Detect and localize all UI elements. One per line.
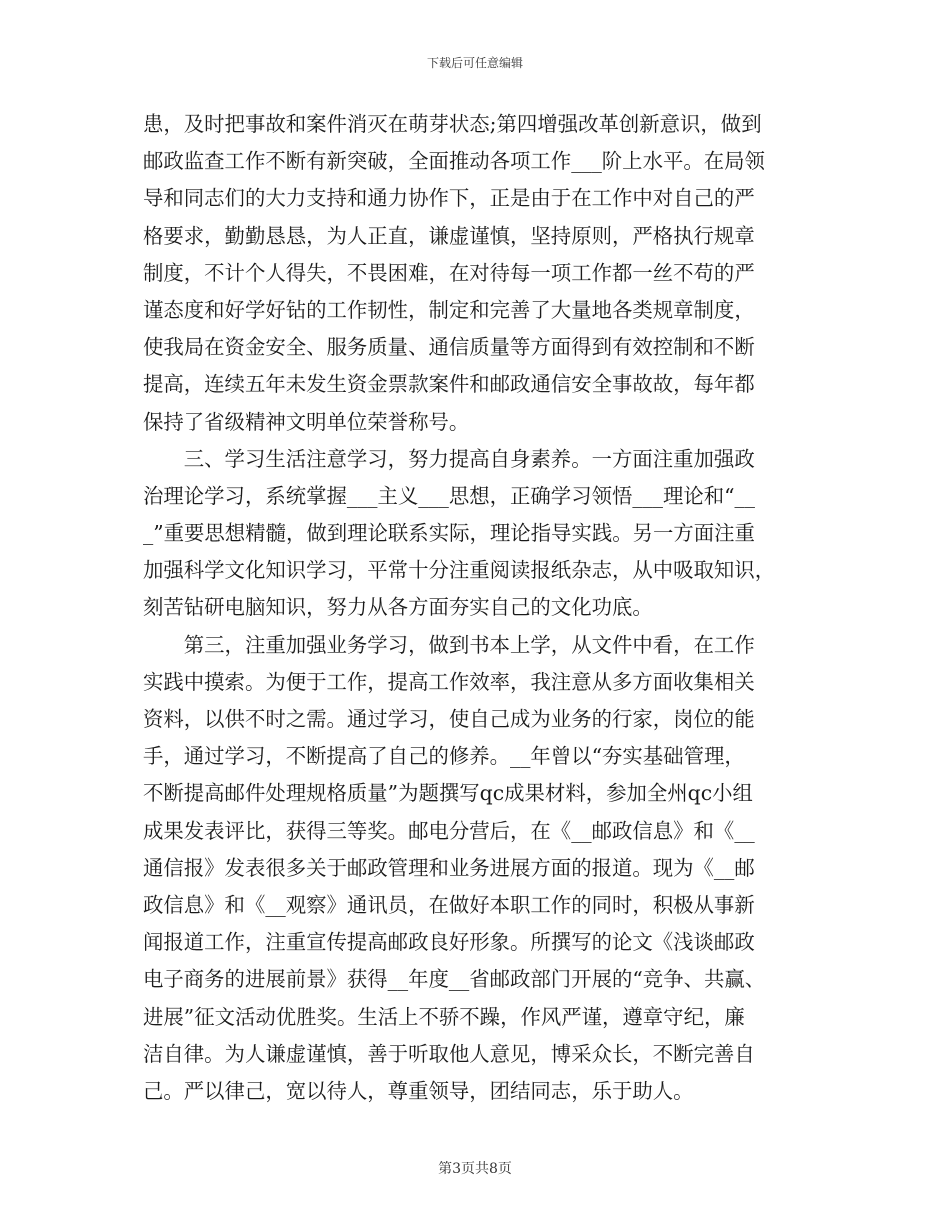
text-line: 不断提高邮件处理规格质量”为题撰写qc成果材料，参加全州qc小组 [143, 781, 753, 806]
text-line: 通信报》发表很多关于邮政管理和业务进展方面的报道。现为《__邮 [143, 855, 755, 880]
text-line: 己。严以律己，宽以待人，尊重领导，团结同志，乐于助人。 [143, 1078, 694, 1103]
page-number: 第3页共8页 [438, 1161, 512, 1177]
text-line: 邮政监查工作不断有新突破，全面推动各项工作___阶上水平。在局领 [143, 149, 765, 174]
text-line: 洁自律。为人谦虚谨慎，善于听取他人意见，博采众长，不断完善自 [143, 1041, 755, 1066]
text-line: 治理论学习，系统掌握___主义___思想，正确学习领悟___理论和“__ [143, 483, 755, 508]
text-line: 政信息》和《__观察》通讯员，在做好本职工作的同时，积极从事新 [143, 892, 755, 917]
text-line: 加强科学文化知识学习，平常十分注重阅读报纸杂志，从中吸取知识， [143, 558, 776, 583]
text-line: 提高，连续五年未发生资金票款案件和邮政通信安全事故故，每年都 [143, 372, 755, 397]
paragraph-2 [143, 441, 813, 627]
text-line: 成果发表评比，获得三等奖。邮电分营后，在《__邮政信息》和《__ [143, 818, 755, 843]
text-line: 制度，不计个人得失，不畏困难，在对待每一项工作都一丝不苟的严 [143, 260, 755, 285]
text-line: 患，及时把事故和案件消灭在萌芽状态;第四增强改革创新意识，做到 [143, 112, 762, 136]
text-line: 资料，以供不时之需。通过学习，使自己成为业务的行家，岗位的能 [143, 707, 755, 731]
text-line: 导和同志们的大力支持和通力协作下，正是由于在工作中对自己的严 [143, 186, 755, 211]
text-line: 使我局在资金安全、服务质量、通信质量等方面得到有效控制和不断 [143, 335, 755, 360]
text-line: 实践中摸索。为便于工作，提高工作效率，我注意从多方面收集相关 [143, 669, 755, 694]
text-line: 三、学习生活注意学习，努力提高自身素养。一方面注重加强政 [143, 446, 755, 471]
page-header: 下载后可任意编辑 [426, 56, 523, 70]
text-line: 进展”征文活动优胜奖。生活上不骄不躁，作风严谨，遵章守纪，廉 [143, 1004, 745, 1029]
document-body [143, 106, 813, 1110]
paragraph-1 [143, 106, 813, 441]
paragraph-3 [143, 627, 813, 1110]
text-line: _”重要思想精髓，做到理论联系实际，理论指导实践。另一方面注重 [143, 521, 755, 546]
text-line: 保持了省级精神文明单位荣誉称号。 [143, 409, 470, 434]
text-line: 刻苦钻研电脑知识，努力从各方面夯实自己的文化功底。 [143, 595, 653, 620]
text-line: 格要求，勤勤恳恳，为人正直，谦虚谨慎，坚持原则，严格执行规章 [143, 223, 755, 248]
text-line: 谨态度和好学好钻的工作韧性，制定和完善了大量地各类规章制度， [143, 297, 755, 322]
text-line: 闻报道工作，注重宣传提高邮政良好形象。所撰写的论文《浅谈邮政 [143, 930, 755, 955]
text-line: 第三，注重加强业务学习，做到书本上学，从文件中看，在工作 [143, 632, 755, 657]
text-line: 电子商务的进展前景》获得__年度__省邮政部门开展的“竞争、共赢、 [143, 967, 766, 992]
text-line: 手，通过学习，不断提高了自己的修养。__年曾以“夯实基础管理， [143, 744, 745, 769]
